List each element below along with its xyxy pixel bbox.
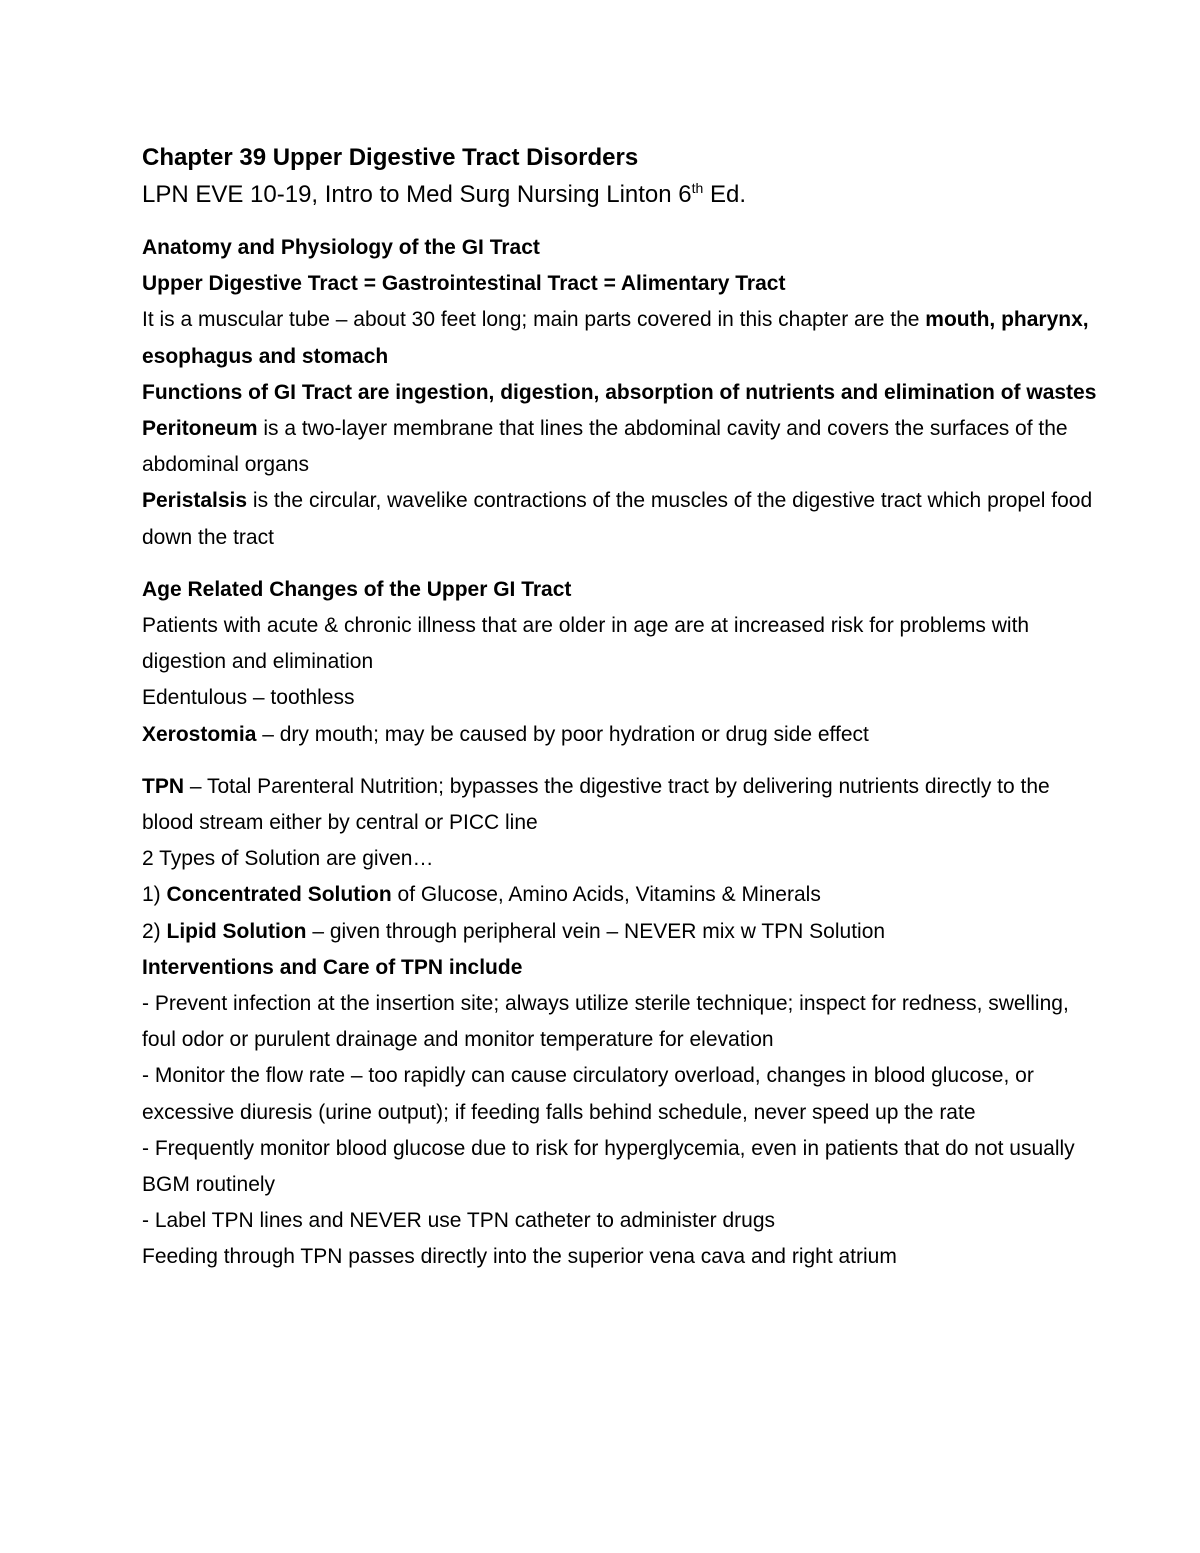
paragraph-text: It is a muscular tube – about 30 feet long; main parts covered in this chapter are the bbox=[142, 308, 926, 332]
bullet-item: - Label TPN lines and NEVER use TPN catheter to administer drugs bbox=[142, 1209, 776, 1233]
document-subtitle bbox=[142, 176, 1102, 214]
subtitle-end: Ed. bbox=[703, 181, 747, 208]
subtitle-superscript: th bbox=[691, 180, 704, 196]
term: Xerostomia bbox=[142, 722, 257, 746]
paragraph-tpn bbox=[142, 769, 1102, 841]
section-age-changes bbox=[142, 572, 1102, 753]
paragraph-peristalsis bbox=[142, 483, 1102, 555]
paragraph-interventions-heading: Interventions and Care of TPN include bbox=[142, 955, 523, 979]
paragraph-peritoneum bbox=[142, 411, 1102, 483]
term: Peritoneum bbox=[142, 417, 258, 441]
paragraph-concentrated-solution bbox=[142, 877, 1102, 913]
paragraph-functions: Functions of GI Tract are ingestion, digestion, absorption of nutrients and elimination of wastes bbox=[142, 380, 1097, 404]
paragraph-muscular-tube bbox=[142, 302, 1102, 374]
paragraph-closing: Feeding through TPN passes directly into the superior vena cava and right atrium bbox=[142, 1245, 897, 1269]
paragraph-solution-types: 2 Types of Solution are given… bbox=[142, 847, 434, 871]
term: TPN bbox=[142, 774, 184, 798]
section-anatomy bbox=[142, 230, 1102, 556]
definition: of Glucose, Amino Acids, Vitamins & Minerals bbox=[391, 883, 821, 907]
definition: is a two-layer membrane that lines the abdominal cavity and covers the surfaces of the abdominal organs bbox=[142, 417, 1068, 477]
bold-text: mouth, pharynx, esophagus and stomach bbox=[142, 308, 1089, 368]
bullet-item: - Monitor the flow rate – too rapidly can cause circulatory overload, changes in blood glucose, or excessive diuresis (urine output); if feeding falls behind schedule, never speed up the rate bbox=[142, 1064, 1034, 1124]
bullet-item: - Frequently monitor blood glucose due to risk for hyperglycemia, even in patients that do not usually BGM routinely bbox=[142, 1136, 1075, 1197]
paragraph-risk: Patients with acute & chronic illness that are older in age are at increased risk for problems with digestion and elimination bbox=[142, 614, 1030, 674]
paragraph-xerostomia bbox=[142, 717, 1102, 753]
definition: – given through peripheral vein – NEVER mix w TPN Solution bbox=[306, 919, 886, 943]
document-title: Chapter 39 Upper Digestive Tract Disorders bbox=[142, 144, 639, 171]
term: Lipid Solution bbox=[166, 919, 307, 943]
paragraph-edentulous: Edentulous – toothless bbox=[142, 686, 355, 710]
section-heading: Age Related Changes of the Upper GI Tract bbox=[142, 577, 572, 601]
list-number: 2) bbox=[142, 919, 167, 943]
section-subheading: Upper Digestive Tract = Gastrointestinal Tract = Alimentary Tract bbox=[142, 272, 786, 296]
section-heading: Anatomy and Physiology of the GI Tract bbox=[142, 236, 540, 259]
list-number: 1) bbox=[142, 883, 167, 907]
document-page bbox=[142, 140, 1102, 1292]
paragraph-lipid-solution bbox=[142, 914, 1102, 950]
bullet-item: - Prevent infection at the insertion site; always utilize sterile technique; inspect for redness, swelling, foul odor or purulent drainage and monitor temperature for elevation bbox=[142, 992, 1069, 1052]
subtitle-text: LPN EVE 10-19, Intro to Med Surg Nursing Linton 6 bbox=[142, 181, 692, 208]
term: Concentrated Solution bbox=[166, 883, 392, 907]
definition: is the circular, wavelike contractions of the muscles of the digestive tract which propel food down the tract bbox=[142, 489, 1093, 549]
term: Peristalsis bbox=[142, 489, 248, 513]
definition: – Total Parenteral Nutrition; bypasses the digestive tract by delivering nutrients directly to the blood stream either by central or PICC line bbox=[142, 774, 1050, 835]
definition: – dry mouth; may be caused by poor hydration or drug side effect bbox=[256, 722, 869, 746]
section-tpn bbox=[142, 769, 1102, 1276]
